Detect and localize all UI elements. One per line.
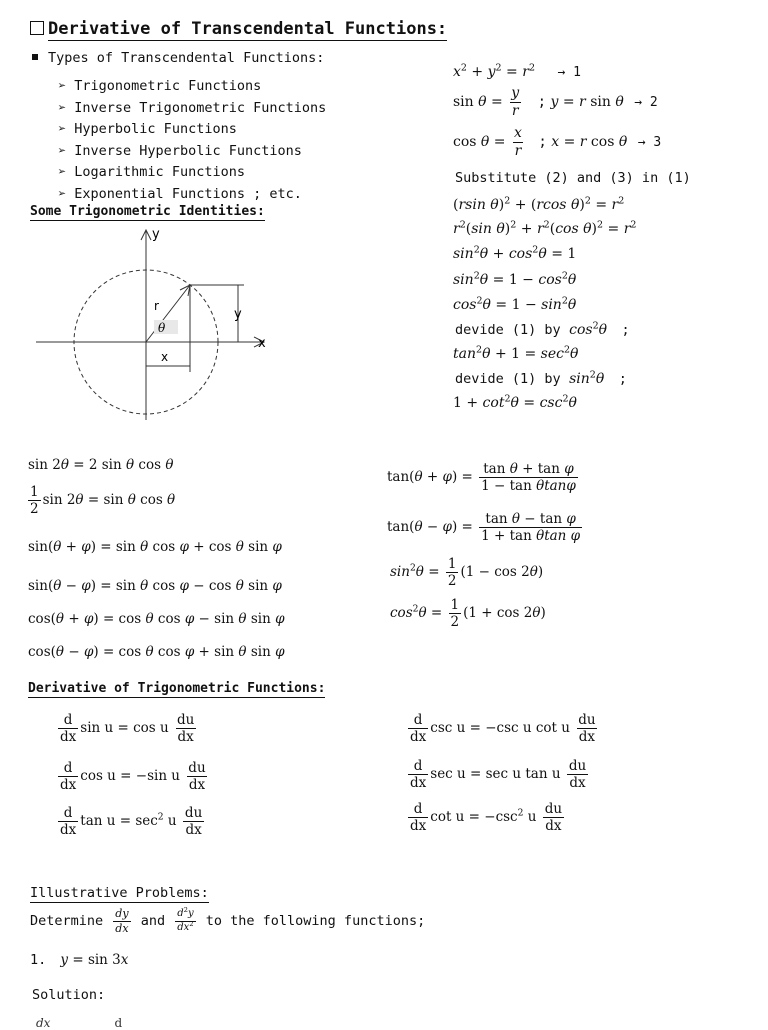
- eq-sin-sum: sin(θ + φ) = sin θ cos φ + cos θ sin φ: [28, 539, 282, 555]
- devide-line-2: devide (1) by $\sin^2\theta$ ;: [455, 369, 627, 387]
- eq-cos2-half: $\cos^2\theta$ = $\frac{1}{2}$ (1 + cos 2θ): [390, 597, 546, 631]
- eq-tan-sec: $\tan^2\theta + 1 = \sec^2\theta$: [453, 344, 579, 362]
- eq-cos2: $\cos^2\theta = 1 - \sin^2\theta$: [453, 295, 577, 313]
- bullet-square-icon: [32, 54, 38, 60]
- eq-cos-sum: cos(θ + φ) = cos θ cos φ − sin θ sin φ: [28, 611, 285, 627]
- diagram-x-side-label: x: [161, 350, 169, 364]
- list-item: ➢ Logarithmic Functions: [58, 164, 245, 180]
- deriv-csc: $\frac{d}{dx}$ csc u = −csc u cot u $\frac{du}{dx}$: [410, 712, 596, 746]
- solution-label: Solution:: [32, 987, 106, 1003]
- list-item: ➢ Trigonometric Functions: [58, 78, 262, 94]
- eq-cot-csc: $1 + \cot^2\theta = \csc^2\theta$: [453, 393, 577, 411]
- list-item: ➢ Inverse Hyperbolic Functions: [58, 142, 302, 159]
- eq-tan-diff: tan(θ − φ) = $\frac{\text{tan θ − tan φ}}{\text{1 + tan θtan φ}}$: [387, 511, 581, 545]
- eq-tan-sum: tan(θ + φ) = $\frac{\text{tan θ + tan φ}}{\text{1 − tan θtanφ}}$: [387, 461, 576, 495]
- deriv-sec: $\frac{d}{dx}$ sec u = sec u tan u $\frac{du}{dx}$: [410, 758, 587, 792]
- substitute-text: Substitute (2) and (3) in (1): [455, 170, 691, 186]
- cutoff-formula: dx d: [36, 1016, 123, 1030]
- checkbox-icon: [30, 21, 44, 35]
- arrowhead-bullet-icon: ➢: [58, 185, 67, 202]
- eq-pyth-id: $\sin^2\theta + \cos^2\theta = 1$: [453, 244, 577, 262]
- devide-line-1: devide (1) by $\cos^2\theta$ ;: [455, 320, 630, 338]
- types-list: [58, 76, 326, 205]
- identities-heading: Some Trigonometric Identities:: [30, 204, 265, 219]
- list-item: ➢ Exponential Functions ; etc.: [58, 185, 302, 202]
- types-lead: Types of Transcendental Functions:: [32, 50, 324, 66]
- diagram-r-label: r: [154, 299, 159, 313]
- problem-1: 1. y = sin 3x: [30, 952, 129, 968]
- page-title: Derivative of Transcendental Functions:: [30, 19, 447, 39]
- eq-sin2-half: $\sin^2\theta$ = $\frac{1}{2}$ (1 − cos 2θ): [390, 556, 544, 590]
- eq-pythagorean: $x^2 + y^2 = r^2 \to 1$: [453, 62, 581, 80]
- arrowhead-bullet-icon: ➢: [58, 78, 67, 94]
- arrowhead-bullet-icon: ➢: [58, 142, 67, 159]
- eq-sub-2: $r^2(\sin$ $\theta)^2 + r^2(\cos$ $\theta)^2 = r^2$: [453, 219, 637, 237]
- determine-line: Determine $\frac{dy}{dx}$ and $\frac{d^2y}{dx^2}$ to the following functions;: [30, 905, 426, 935]
- eq-cos-def: cos θ = $\frac{x}{r}$ ; x = r cos θ → 3: [453, 125, 662, 159]
- derivative-heading: Derivative of Trigonometric Functions:: [28, 681, 326, 696]
- deriv-tan: $\frac{d}{dx}$ $\tan u = \sec^2 u$ $\frac{du}{dx}$: [60, 805, 203, 839]
- diagram-theta-label: θ: [158, 321, 166, 335]
- deriv-cot: $\frac{d}{dx}$ $\cot u = -\csc^2$ u $\frac{du}{dx}$: [410, 801, 563, 835]
- diagram-y-label: y: [152, 227, 160, 242]
- eq-sin-def: sin θ = $\frac{y}{r}$ ; y = r sin θ → 2: [453, 85, 658, 119]
- arrowhead-bullet-icon: ➢: [58, 99, 67, 116]
- eq-sin-diff: sin(θ − φ) = sin θ cos φ − cos θ sin φ: [28, 578, 282, 594]
- diagram-y-side-label: y: [234, 307, 242, 322]
- problems-heading: Illustrative Problems:: [30, 885, 209, 901]
- deriv-cos: $\frac{d}{dx}$ cos u = −sin u $\frac{du}{dx}$: [60, 760, 206, 794]
- deriv-sin: $\frac{d}{dx}$ sin u = cos u $\frac{du}{dx}$: [60, 712, 195, 746]
- eq-sub-1: (rsin θ)$^2$ + (rcos $\theta)^2 = r^2$: [453, 195, 625, 213]
- list-item: ➢ Inverse Trigonometric Functions: [58, 99, 327, 116]
- eq-cos-diff: cos(θ − φ) = cos θ cos φ + sin θ sin φ: [28, 644, 285, 660]
- list-item: ➢ Hyperbolic Functions: [58, 121, 237, 137]
- eq-sin2: $\sin^2\theta = 1 - \cos^2\theta$: [453, 270, 577, 288]
- arrowhead-bullet-icon: ➢: [58, 121, 67, 137]
- unit-circle-diagram: [28, 222, 288, 422]
- arrowhead-bullet-icon: ➢: [58, 164, 67, 180]
- eq-half-sin2theta: $\frac{1}{2}$ sin 2θ = sin θ cos θ: [30, 484, 176, 518]
- diagram-x-axis-label: x: [258, 336, 266, 351]
- eq-sin2theta: sin 2θ = 2 sin θ cos θ: [28, 457, 174, 473]
